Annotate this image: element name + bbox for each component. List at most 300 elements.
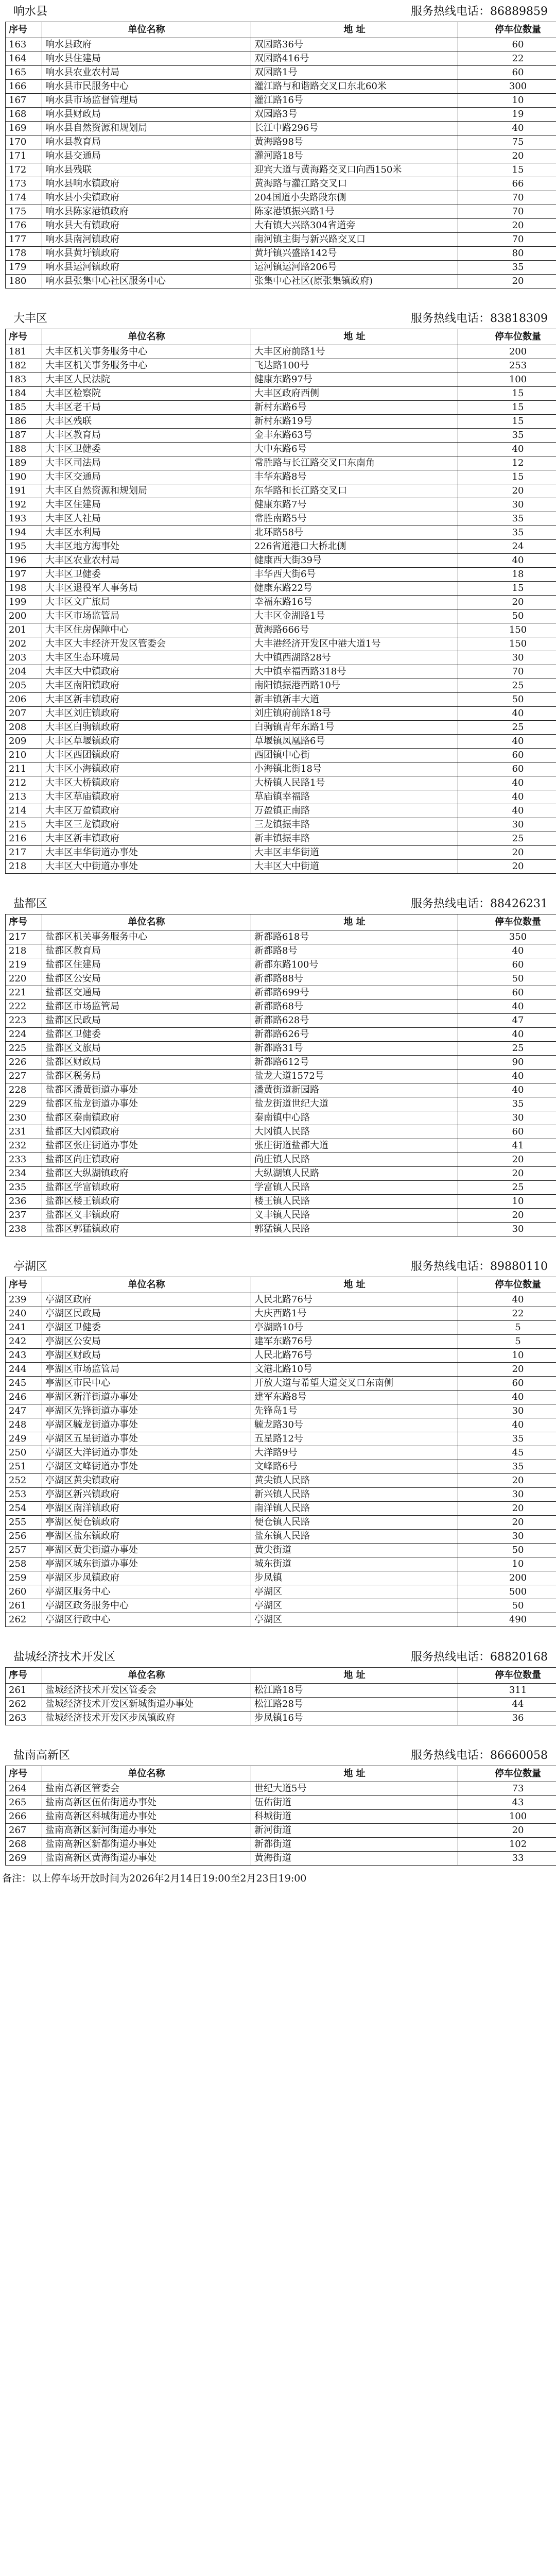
cell-no: 263 xyxy=(6,1711,42,1725)
cell-no: 200 xyxy=(6,609,42,623)
header-unit: 单位名称 xyxy=(42,1668,251,1684)
cell-unit: 盐都区郭猛镇政府 xyxy=(42,1223,251,1236)
cell-count: 60 xyxy=(458,1377,556,1391)
cell-count: 253 xyxy=(458,359,556,373)
table-row xyxy=(6,637,556,651)
cell-address: 南河镇主街与新兴路交叉口 xyxy=(251,233,458,247)
table-row xyxy=(6,373,556,387)
cell-count: 40 xyxy=(458,1083,556,1097)
cell-count: 150 xyxy=(458,637,556,651)
cell-unit: 大丰区机关事务服务中心 xyxy=(42,359,251,373)
cell-no: 195 xyxy=(6,540,42,554)
cell-count: 90 xyxy=(458,1056,556,1070)
cell-address: 204国道小尖路段东侧 xyxy=(251,191,458,205)
cell-no: 246 xyxy=(6,1391,42,1404)
cell-no: 248 xyxy=(6,1418,42,1432)
cell-unit: 盐都区大冈镇政府 xyxy=(42,1125,251,1139)
cell-count: 20 xyxy=(458,1153,556,1167)
cell-no: 216 xyxy=(6,832,42,846)
cell-no: 215 xyxy=(6,818,42,832)
cell-no: 170 xyxy=(6,135,42,149)
table-row xyxy=(6,1153,556,1167)
cell-address: 陈家港镇振兴路1号 xyxy=(251,205,458,219)
cell-no: 261 xyxy=(6,1599,42,1613)
cell-unit: 大丰区水利局 xyxy=(42,526,251,540)
cell-count: 20 xyxy=(458,275,556,289)
cell-address: 大有镇大兴路304省道旁 xyxy=(251,219,458,233)
region-header xyxy=(5,1646,551,1667)
cell-address: 大丰区政府西侧 xyxy=(251,387,458,401)
cell-count: 40 xyxy=(458,790,556,804)
service-hotline xyxy=(411,895,550,911)
cell-address: 秦南镇中心路 xyxy=(251,1111,458,1125)
cell-unit: 盐都区市场监管局 xyxy=(42,1000,251,1014)
cell-unit: 大丰区住建局 xyxy=(42,498,251,512)
region-section-1 xyxy=(5,307,551,874)
cell-no: 225 xyxy=(6,1042,42,1056)
table-row xyxy=(6,261,556,275)
table-row xyxy=(6,52,556,66)
table-row xyxy=(6,1209,556,1223)
table-row xyxy=(6,1097,556,1111)
cell-unit: 响水县教育局 xyxy=(42,135,251,149)
table-row xyxy=(6,1307,556,1321)
cell-address: 大丰区丰华街道 xyxy=(251,846,458,860)
cell-unit: 亭湖区南洋镇政府 xyxy=(42,1502,251,1516)
cell-address: 尚庄镇人民路 xyxy=(251,1153,458,1167)
cell-address: 灌河路18号 xyxy=(251,149,458,163)
hotline-number: 83818309 xyxy=(490,312,548,325)
table-row xyxy=(6,749,556,762)
cell-count: 35 xyxy=(458,1460,556,1474)
cell-count: 200 xyxy=(458,1571,556,1585)
cell-count: 35 xyxy=(458,512,556,526)
cell-unit: 响水县黄圩镇政府 xyxy=(42,247,251,261)
cell-address: 学富镇人民路 xyxy=(251,1181,458,1195)
header-count: 停车位数量 xyxy=(458,1277,556,1293)
table-row xyxy=(6,1335,556,1349)
header-unit: 单位名称 xyxy=(42,914,251,930)
cell-count: 30 xyxy=(458,1530,556,1544)
cell-count: 50 xyxy=(458,609,556,623)
cell-address: 伍佑街道 xyxy=(251,1796,458,1810)
table-row xyxy=(6,1585,556,1599)
table-row xyxy=(6,66,556,80)
cell-no: 255 xyxy=(6,1516,42,1530)
cell-count: 60 xyxy=(458,66,556,80)
table-row xyxy=(6,1014,556,1028)
header-no: 序号 xyxy=(6,1277,42,1293)
table-row xyxy=(6,1181,556,1195)
table-row xyxy=(6,707,556,721)
cell-unit: 响水县农业农村局 xyxy=(42,66,251,80)
cell-address: 盐龙街道世纪大道 xyxy=(251,1097,458,1111)
region-header xyxy=(5,892,551,914)
cell-address: 黄尖街道 xyxy=(251,1544,458,1557)
cell-count: 25 xyxy=(458,679,556,693)
cell-count: 20 xyxy=(458,484,556,498)
cell-address: 大冈镇人民路 xyxy=(251,1125,458,1139)
cell-address: 新河街道 xyxy=(251,1824,458,1838)
cell-address: 义丰镇人民路 xyxy=(251,1209,458,1223)
cell-unit: 盐南高新区管委会 xyxy=(42,1782,251,1796)
cell-address: 飞达路100号 xyxy=(251,359,458,373)
cell-count: 100 xyxy=(458,373,556,387)
cell-unit: 大丰区白驹镇政府 xyxy=(42,721,251,735)
cell-count: 60 xyxy=(458,762,556,776)
cell-unit: 大丰区刘庄镇政府 xyxy=(42,707,251,721)
table-row xyxy=(6,484,556,498)
cell-address: 黄圩镇兴盛路142号 xyxy=(251,247,458,261)
cell-count: 20 xyxy=(458,1167,556,1181)
cell-no: 189 xyxy=(6,456,42,470)
cell-unit: 盐都区学富镇政府 xyxy=(42,1181,251,1195)
cell-count: 5 xyxy=(458,1321,556,1335)
cell-no: 213 xyxy=(6,790,42,804)
cell-count: 15 xyxy=(458,415,556,429)
table-row xyxy=(6,568,556,582)
cell-unit: 盐南高新区新都街道办事处 xyxy=(42,1838,251,1852)
cell-count: 66 xyxy=(458,177,556,191)
cell-unit: 响水县大有镇政府 xyxy=(42,219,251,233)
cell-no: 268 xyxy=(6,1838,42,1852)
cell-unit: 大丰区机关事务服务中心 xyxy=(42,345,251,359)
cell-address: 健康东路7号 xyxy=(251,498,458,512)
cell-count: 30 xyxy=(458,1488,556,1502)
cell-no: 238 xyxy=(6,1223,42,1236)
cell-no: 242 xyxy=(6,1335,42,1349)
cell-address: 新都路618号 xyxy=(251,930,458,944)
cell-count: 25 xyxy=(458,721,556,735)
cell-address: 亭湖路10号 xyxy=(251,1321,458,1335)
table-row xyxy=(6,1516,556,1530)
cell-no: 192 xyxy=(6,498,42,512)
cell-count: 35 xyxy=(458,1432,556,1446)
cell-count: 30 xyxy=(458,1404,556,1418)
table-row xyxy=(6,1042,556,1056)
table-row xyxy=(6,219,556,233)
cell-address: 亭湖区 xyxy=(251,1613,458,1627)
cell-unit: 响水县交通局 xyxy=(42,149,251,163)
cell-count: 40 xyxy=(458,1418,556,1432)
table-row xyxy=(6,651,556,665)
cell-address: 三龙镇振丰路 xyxy=(251,818,458,832)
cell-address: 金丰东路63号 xyxy=(251,429,458,443)
cell-count: 20 xyxy=(458,219,556,233)
cell-unit: 大丰区大中镇政府 xyxy=(42,665,251,679)
cell-count: 60 xyxy=(458,958,556,972)
cell-count: 15 xyxy=(458,470,556,484)
parking-table xyxy=(5,1766,556,1866)
cell-no: 256 xyxy=(6,1530,42,1544)
service-hotline xyxy=(411,1258,550,1274)
parking-table xyxy=(5,1277,556,1627)
table-row xyxy=(6,1698,556,1711)
cell-count: 10 xyxy=(458,1349,556,1363)
cell-no: 241 xyxy=(6,1321,42,1335)
table-row xyxy=(6,623,556,637)
cell-no: 199 xyxy=(6,596,42,609)
cell-count: 20 xyxy=(458,1474,556,1488)
cell-no: 173 xyxy=(6,177,42,191)
cell-address: 盐龙大道1572号 xyxy=(251,1070,458,1083)
cell-address: 新丰镇振丰路 xyxy=(251,832,458,846)
cell-unit: 亭湖区政务服务中心 xyxy=(42,1599,251,1613)
region-header xyxy=(5,1744,551,1766)
table-row xyxy=(6,149,556,163)
cell-no: 205 xyxy=(6,679,42,693)
cell-count: 30 xyxy=(458,1111,556,1125)
cell-address: 新都街道 xyxy=(251,1838,458,1852)
region-name: 盐都区 xyxy=(13,897,48,910)
cell-address: 黄尖镇人民路 xyxy=(251,1474,458,1488)
cell-unit: 盐都区张庄街道办事处 xyxy=(42,1139,251,1153)
cell-no: 172 xyxy=(6,163,42,177)
cell-unit: 大丰区南阳镇政府 xyxy=(42,679,251,693)
cell-count: 18 xyxy=(458,568,556,582)
cell-unit: 大丰区老干局 xyxy=(42,401,251,415)
table-row xyxy=(6,191,556,205)
cell-count: 40 xyxy=(458,735,556,749)
table-row xyxy=(6,1223,556,1236)
cell-unit: 亭湖区民政局 xyxy=(42,1307,251,1321)
cell-count: 24 xyxy=(458,540,556,554)
cell-address: 大庆西路1号 xyxy=(251,1307,458,1321)
table-row xyxy=(6,1000,556,1014)
table-row xyxy=(6,1083,556,1097)
header-no: 序号 xyxy=(6,22,42,38)
header-no: 序号 xyxy=(6,1766,42,1782)
cell-no: 227 xyxy=(6,1070,42,1083)
cell-address: 建军东路76号 xyxy=(251,1335,458,1349)
cell-address: 黄海路98号 xyxy=(251,135,458,149)
cell-no: 250 xyxy=(6,1446,42,1460)
table-row xyxy=(6,429,556,443)
section-gap xyxy=(5,1627,551,1646)
cell-no: 176 xyxy=(6,219,42,233)
cell-no: 169 xyxy=(6,122,42,135)
cell-count: 41 xyxy=(458,1139,556,1153)
cell-no: 220 xyxy=(6,972,42,986)
cell-no: 257 xyxy=(6,1544,42,1557)
table-row xyxy=(6,1782,556,1796)
cell-unit: 大丰区交通局 xyxy=(42,470,251,484)
cell-count: 10 xyxy=(458,94,556,108)
cell-count: 35 xyxy=(458,261,556,275)
cell-no: 230 xyxy=(6,1111,42,1125)
region-section-5 xyxy=(5,1744,551,1866)
table-row xyxy=(6,735,556,749)
cell-no: 262 xyxy=(6,1613,42,1627)
cell-no: 210 xyxy=(6,749,42,762)
cell-unit: 大丰区小海镇政府 xyxy=(42,762,251,776)
cell-address: 大丰港经济开发区中港大道1号 xyxy=(251,637,458,651)
header-address: 地 址 xyxy=(251,1668,458,1684)
table-row xyxy=(6,1377,556,1391)
cell-count: 20 xyxy=(458,1516,556,1530)
cell-unit: 盐都区秦南镇政府 xyxy=(42,1111,251,1125)
cell-count: 47 xyxy=(458,1014,556,1028)
cell-no: 208 xyxy=(6,721,42,735)
cell-no: 201 xyxy=(6,623,42,637)
cell-count: 75 xyxy=(458,135,556,149)
cell-unit: 盐都区文旅局 xyxy=(42,1042,251,1056)
cell-address: 大纵湖镇人民路 xyxy=(251,1167,458,1181)
cell-unit: 盐都区卫健委 xyxy=(42,1028,251,1042)
cell-address: 新都东路100号 xyxy=(251,958,458,972)
cell-no: 258 xyxy=(6,1557,42,1571)
table-row xyxy=(6,693,556,707)
cell-no: 184 xyxy=(6,387,42,401)
cell-unit: 盐都区尚庄镇政府 xyxy=(42,1153,251,1167)
cell-no: 231 xyxy=(6,1125,42,1139)
header-no: 序号 xyxy=(6,914,42,930)
cell-no: 186 xyxy=(6,415,42,429)
cell-no: 266 xyxy=(6,1810,42,1824)
cell-unit: 响水县自然资源和规划局 xyxy=(42,122,251,135)
cell-count: 12 xyxy=(458,456,556,470)
cell-no: 229 xyxy=(6,1097,42,1111)
table-row xyxy=(6,1139,556,1153)
cell-unit: 响水县南河镇政府 xyxy=(42,233,251,247)
cell-no: 249 xyxy=(6,1432,42,1446)
cell-address: 灌江路16号 xyxy=(251,94,458,108)
table-row xyxy=(6,177,556,191)
cell-unit: 亭湖区五星街道办事处 xyxy=(42,1432,251,1446)
table-row xyxy=(6,1028,556,1042)
cell-address: 大洋路9号 xyxy=(251,1446,458,1460)
cell-no: 222 xyxy=(6,1000,42,1014)
cell-unit: 大丰区草堰镇政府 xyxy=(42,735,251,749)
cell-no: 223 xyxy=(6,1014,42,1028)
cell-no: 221 xyxy=(6,986,42,1000)
table-row xyxy=(6,832,556,846)
cell-address: 松江路18号 xyxy=(251,1684,458,1698)
cell-address: 黄海街道 xyxy=(251,1852,458,1866)
table-row xyxy=(6,163,556,177)
table-row xyxy=(6,762,556,776)
cell-count: 100 xyxy=(458,1810,556,1824)
cell-address: 双园路36号 xyxy=(251,38,458,52)
cell-unit: 大丰区住房保障中心 xyxy=(42,623,251,637)
cell-unit: 响水县住建局 xyxy=(42,52,251,66)
cell-count: 311 xyxy=(458,1684,556,1698)
cell-count: 300 xyxy=(458,80,556,94)
service-hotline xyxy=(411,310,550,326)
table-row xyxy=(6,1446,556,1460)
cell-address: 新都路88号 xyxy=(251,972,458,986)
cell-address: 长江中路296号 xyxy=(251,122,458,135)
header-address: 地 址 xyxy=(251,1277,458,1293)
cell-no: 211 xyxy=(6,762,42,776)
cell-count: 15 xyxy=(458,401,556,415)
cell-unit: 响水县市场监督管理局 xyxy=(42,94,251,108)
cell-address: 226省道港口大桥北侧 xyxy=(251,540,458,554)
cell-count: 500 xyxy=(458,1585,556,1599)
table-row xyxy=(6,1349,556,1363)
cell-count: 70 xyxy=(458,191,556,205)
cell-unit: 盐南高新区伍佑街道办事处 xyxy=(42,1796,251,1810)
cell-unit: 大丰区残联 xyxy=(42,415,251,429)
cell-address: 双园路3号 xyxy=(251,108,458,122)
cell-no: 218 xyxy=(6,860,42,874)
cell-no: 262 xyxy=(6,1698,42,1711)
cell-address: 毓龙路30号 xyxy=(251,1418,458,1432)
cell-no: 177 xyxy=(6,233,42,247)
table-row xyxy=(6,790,556,804)
cell-address: 建军东路8号 xyxy=(251,1391,458,1404)
cell-address: 科城街道 xyxy=(251,1810,458,1824)
cell-no: 247 xyxy=(6,1404,42,1418)
cell-address: 南洋镇人民路 xyxy=(251,1502,458,1516)
cell-unit: 盐都区盐龙街道办事处 xyxy=(42,1097,251,1111)
cell-unit: 亭湖区政府 xyxy=(42,1293,251,1307)
cell-count: 30 xyxy=(458,651,556,665)
cell-address: 楼王镇人民路 xyxy=(251,1195,458,1209)
cell-unit: 盐都区义丰镇政府 xyxy=(42,1209,251,1223)
cell-address: 草庙镇幸福路 xyxy=(251,790,458,804)
header-no: 序号 xyxy=(6,1668,42,1684)
table-body xyxy=(6,38,556,289)
table-row xyxy=(6,1852,556,1866)
table-row xyxy=(6,38,556,52)
cell-address: 丰华西大街6号 xyxy=(251,568,458,582)
cell-address: 北环路58号 xyxy=(251,526,458,540)
cell-unit: 亭湖区财政局 xyxy=(42,1349,251,1363)
cell-address: 新兴镇人民路 xyxy=(251,1488,458,1502)
cell-count: 35 xyxy=(458,526,556,540)
cell-address: 黄海路666号 xyxy=(251,623,458,637)
cell-no: 179 xyxy=(6,261,42,275)
cell-no: 239 xyxy=(6,1293,42,1307)
cell-unit: 亭湖区市场监管局 xyxy=(42,1363,251,1377)
table-body xyxy=(6,345,556,874)
cell-count: 150 xyxy=(458,623,556,637)
cell-count: 60 xyxy=(458,749,556,762)
parking-table xyxy=(5,22,556,289)
cell-unit: 亭湖区盐东镇政府 xyxy=(42,1530,251,1544)
cell-address: 张集中心社区(原张集镇政府) xyxy=(251,275,458,289)
cell-unit: 大丰区西团镇政府 xyxy=(42,749,251,762)
cell-unit: 亭湖区新兴镇政府 xyxy=(42,1488,251,1502)
parking-table xyxy=(5,1667,556,1725)
cell-no: 174 xyxy=(6,191,42,205)
cell-unit: 响水县陈家港镇政府 xyxy=(42,205,251,219)
cell-count: 35 xyxy=(458,429,556,443)
cell-no: 188 xyxy=(6,443,42,456)
cell-address: 新都路699号 xyxy=(251,986,458,1000)
cell-unit: 盐都区楼王镇政府 xyxy=(42,1195,251,1209)
cell-no: 226 xyxy=(6,1056,42,1070)
cell-unit: 大丰区新丰镇政府 xyxy=(42,693,251,707)
header-address: 地 址 xyxy=(251,914,458,930)
cell-count: 50 xyxy=(458,972,556,986)
cell-count: 70 xyxy=(458,665,556,679)
cell-count: 5 xyxy=(458,1335,556,1349)
cell-no: 254 xyxy=(6,1502,42,1516)
cell-address: 新都路31号 xyxy=(251,1042,458,1056)
table-row xyxy=(6,526,556,540)
cell-unit: 大丰区三龙镇政府 xyxy=(42,818,251,832)
cell-no: 166 xyxy=(6,80,42,94)
table-row xyxy=(6,498,556,512)
service-hotline xyxy=(411,1648,550,1664)
cell-unit: 亭湖区文峰街道办事处 xyxy=(42,1460,251,1474)
cell-count: 60 xyxy=(458,986,556,1000)
cell-unit: 盐都区交通局 xyxy=(42,986,251,1000)
table-row xyxy=(6,1474,556,1488)
cell-address: 万盈镇正南路 xyxy=(251,804,458,818)
